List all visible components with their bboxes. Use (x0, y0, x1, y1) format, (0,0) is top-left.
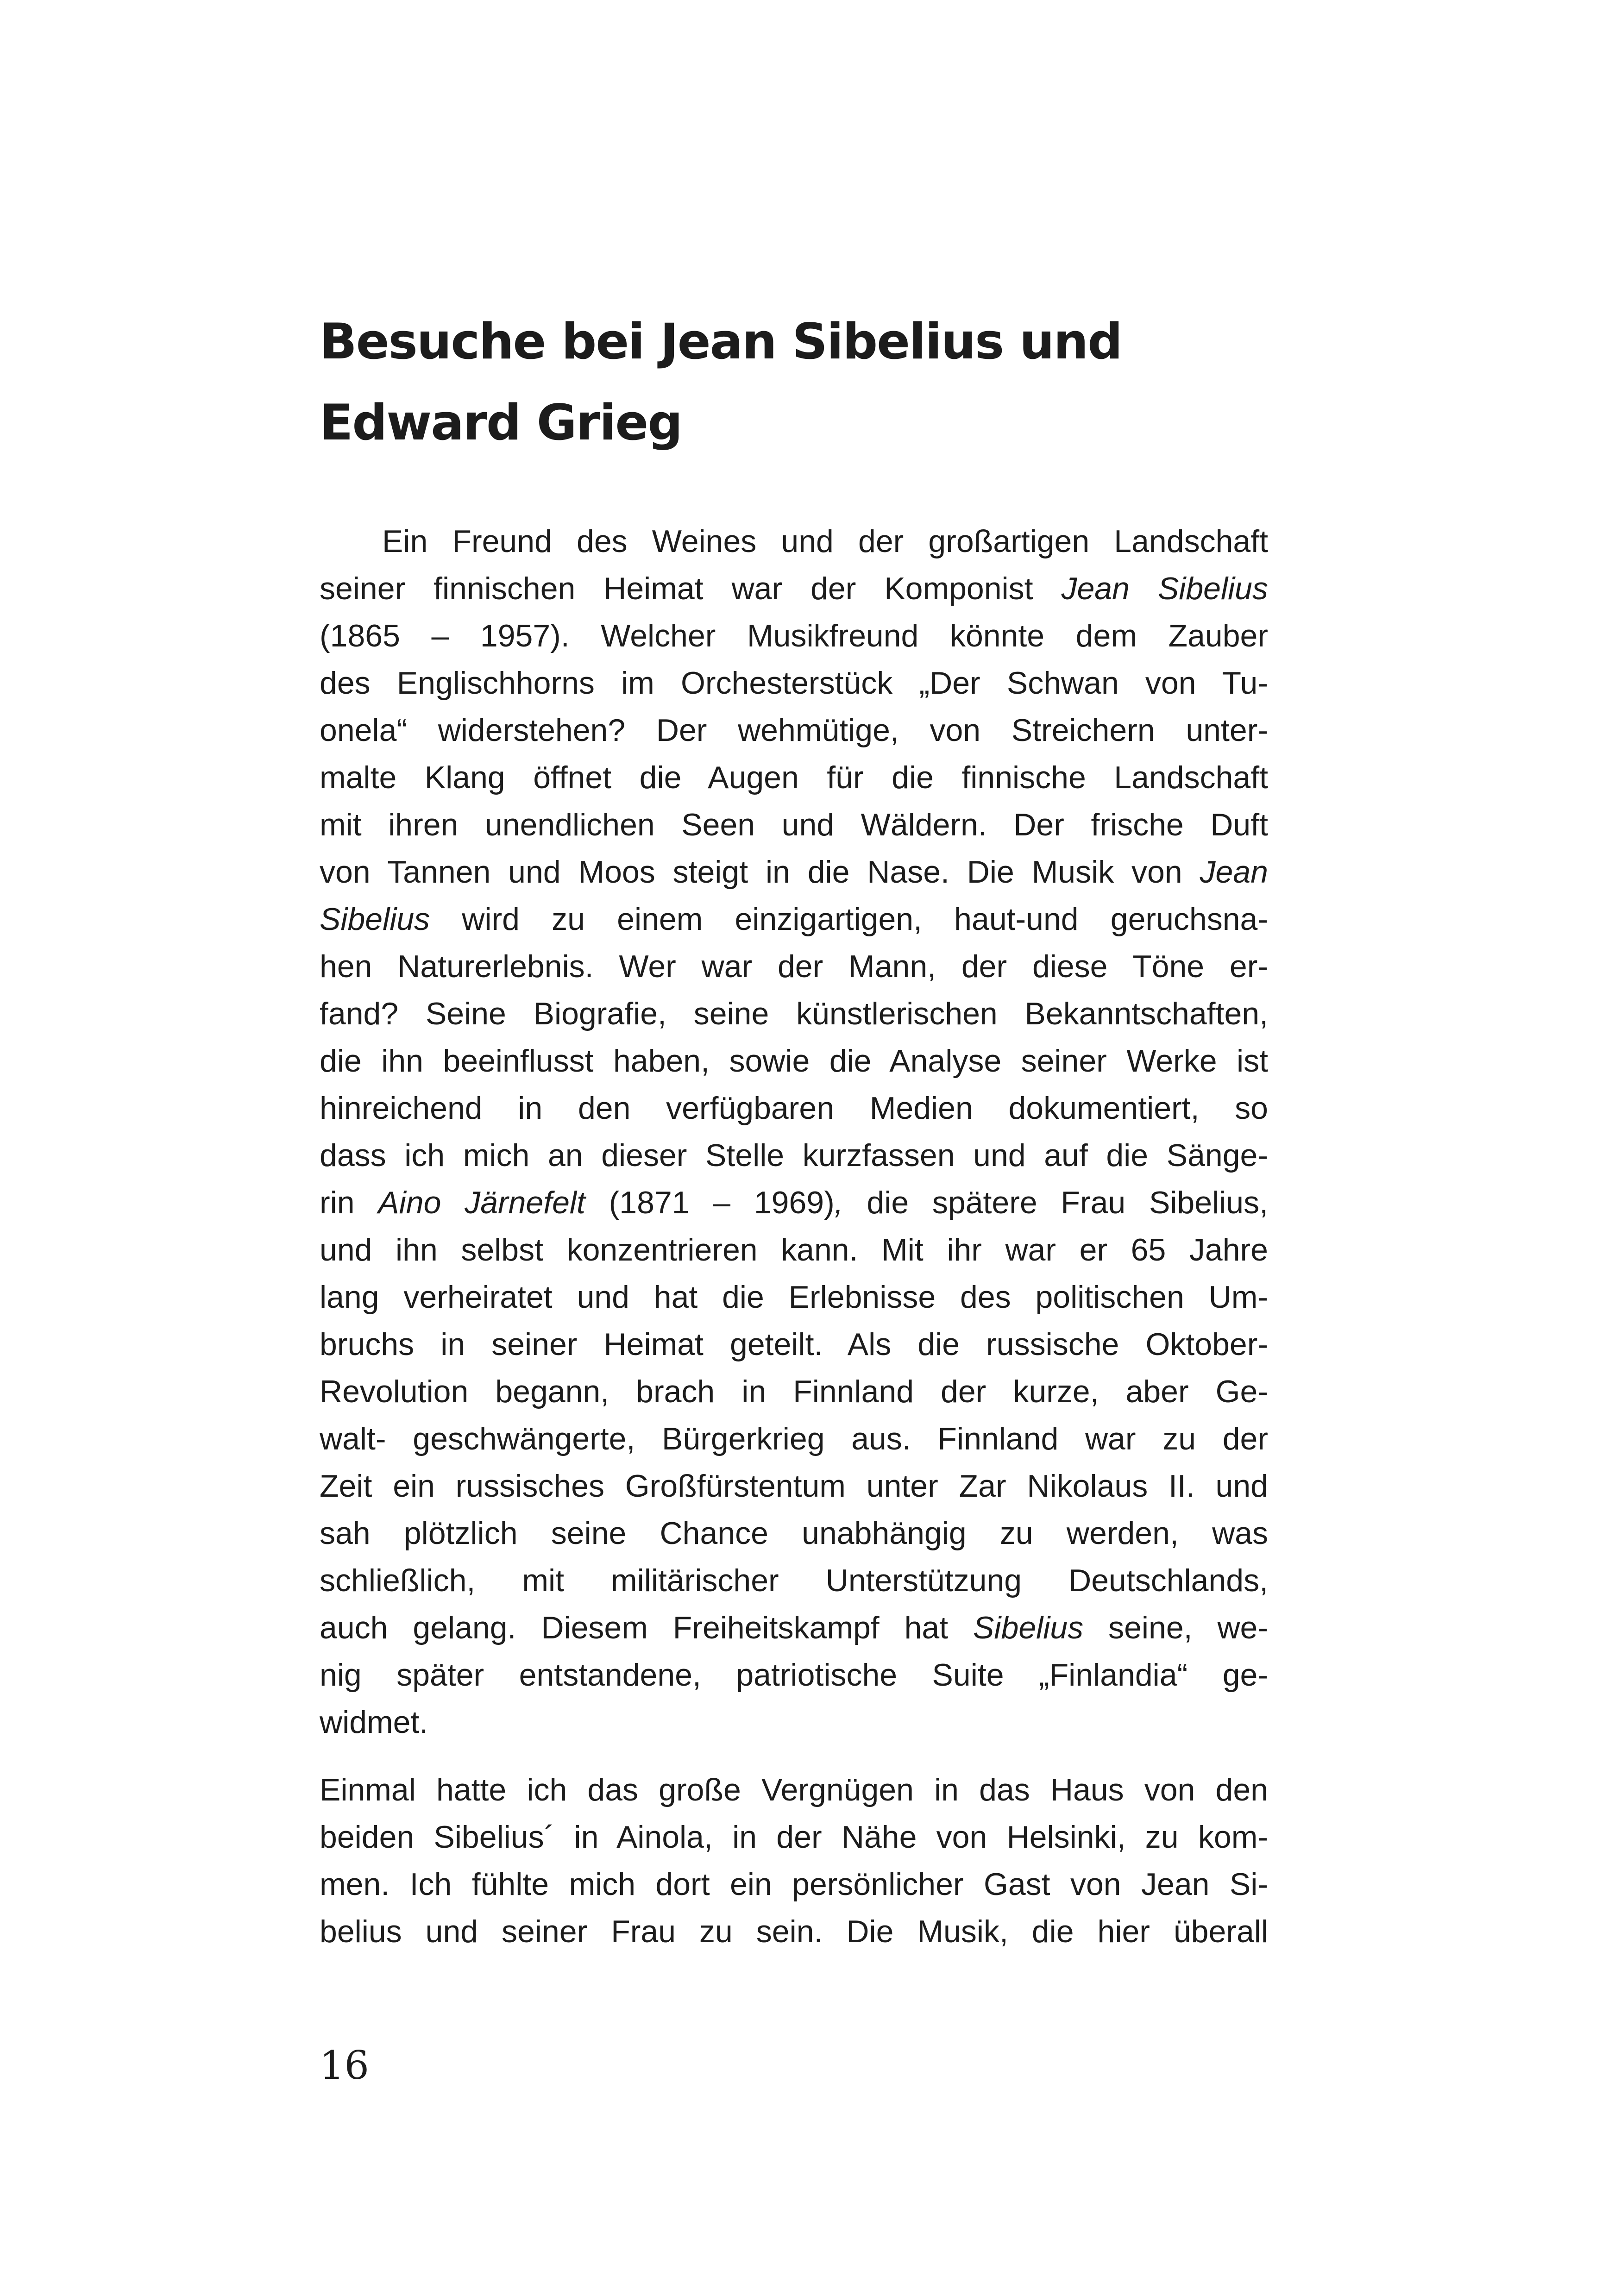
text-line: die ihn beeinflusst haben, sowie die Analyse seiner Werke ist (320, 1043, 1268, 1079)
paragraph-1 (320, 518, 1268, 1746)
text-line: schließlich, mit militärischer Unterstützung Deutschlands, (320, 1563, 1268, 1598)
text-line: widmet. (320, 1705, 428, 1740)
paragraph-2 (320, 1766, 1268, 1955)
text-line: von Tannen und Moos steigt in die Nase. Die Musik von Jean (320, 854, 1268, 890)
text-line: Einmal hatte ich das große Vergnügen in das Haus von den (320, 1772, 1268, 1807)
text-line: mit ihren unendlichen Seen und Wäldern. Der frische Duft (320, 807, 1268, 842)
text-line: men. Ich fühlte mich dort ein persönlicher Gast von Jean Si- (320, 1867, 1268, 1902)
chapter-title-line-2: Edward Grieg (320, 394, 682, 451)
text-line: beiden Sibelius´ in Ainola, in der Nähe von Helsinki, zu kom- (320, 1819, 1268, 1855)
text-line: seiner finnischen Heimat war der Komponist Jean Sibelius (320, 571, 1268, 606)
text-line: des Englischhorns im Orchesterstück „Der Schwan von Tu- (320, 665, 1268, 701)
text-line: onela“ widerstehen? Der wehmütige, von Streichern unter- (320, 713, 1268, 748)
text-line: sah plötzlich seine Chance unabhängig zu werden, was (320, 1516, 1268, 1551)
text-line: Revolution begann, brach in Finnland der kurze, aber Ge- (320, 1374, 1268, 1409)
text-line: Zeit ein russisches Großfürstentum unter Zar Nikolaus II. und (320, 1468, 1268, 1504)
chapter-title-line-1: Besuche bei Jean Sibelius und (320, 313, 1122, 370)
text-line: Sibelius wird zu einem einzigartigen, haut-und geruchsna- (320, 902, 1268, 937)
text-line: dass ich mich an dieser Stelle kurzfassen und auf die Sänge- (320, 1138, 1268, 1173)
text-line: und ihn selbst konzentrieren kann. Mit ihr war er 65 Jahre (320, 1232, 1268, 1267)
text-line: fand? Seine Biografie, seine künstlerischen Bekanntschaften, (320, 996, 1268, 1031)
page-number: 16 (320, 2043, 369, 2088)
chapter-title (320, 301, 1315, 463)
text-line: nig später entstandene, patriotische Suite „Finlandia“ ge- (320, 1657, 1268, 1693)
text-line: malte Klang öffnet die Augen für die finnische Landschaft (320, 760, 1268, 795)
text-line: bruchs in seiner Heimat geteilt. Als die russische Oktober- (320, 1327, 1268, 1362)
text-line: hinreichend in den verfügbaren Medien dokumentiert, so (320, 1091, 1268, 1126)
text-line: hen Naturerlebnis. Wer war der Mann, der diese Töne er- (320, 949, 1268, 984)
text-line: lang verheiratet und hat die Erlebnisse des politischen Um- (320, 1280, 1268, 1315)
text-line: belius und seiner Frau zu sein. Die Musik, die hier überall (320, 1914, 1268, 1949)
text-line: Ein Freund des Weines und der großartigen Landschaft (382, 524, 1268, 559)
text-line: (1865 – 1957). Welcher Musikfreund könnte dem Zauber (320, 618, 1268, 653)
text-line: rin Aino Järnefelt (1871 – 1969), die spätere Frau Sibelius, (320, 1185, 1268, 1220)
text-line: walt- geschwängerte, Bürgerkrieg aus. Finnland war zu der (320, 1421, 1268, 1456)
text-line: auch gelang. Diesem Freiheitskampf hat Sibelius seine, we- (320, 1610, 1269, 1645)
body-text (320, 518, 1268, 1955)
